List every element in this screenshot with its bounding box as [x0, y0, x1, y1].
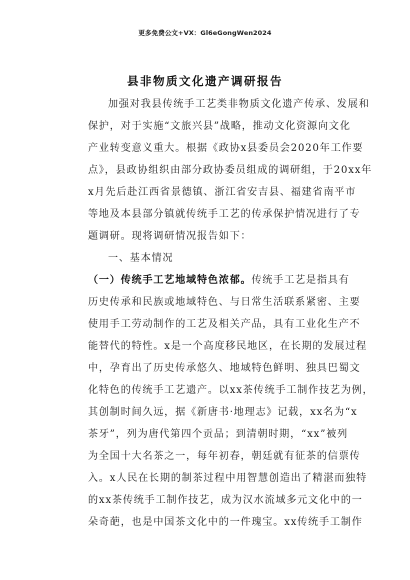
text-line	[88, 270, 350, 292]
text-span: 传统手工艺是指具有	[251, 275, 350, 286]
header-note: 更多免费公文+VX：Gl6eGongWen2024	[138, 29, 272, 37]
text-line: 入。x人民在长期的制茶过程中用智慧创造出了精湛而独特	[88, 473, 368, 484]
document-title: 县非物质文化遗产调研报告	[127, 74, 283, 88]
text-line: 朵奇葩，也是中国茶文化中的一件瑰宝。xx传统手工制作	[88, 517, 363, 528]
text-line: 的xx茶传统手工制作技艺，成为汉水流域多元文化中的一	[88, 495, 363, 506]
text-line: 等地及本县部分镇就传统手工艺的传承保护情况进行了专	[88, 209, 361, 220]
document-body	[88, 94, 374, 534]
text-line: 为全国十大名茶之一，每年初春，朝廷就有征茶的信票传	[88, 451, 361, 462]
subheading: （一）传统手工艺地域特色浓郁。	[88, 275, 252, 286]
text-line: 化特色的传统手工艺遗产。以xx茶传统手工制作技艺为例，	[88, 385, 374, 396]
text-line: x月先后赴江西省景德镇、浙江省安吉县、福建省南平市	[88, 187, 357, 198]
text-line: 加强对我县传统手工艺类非物质文化遗产传承、发展和	[108, 99, 370, 110]
text-line: 使用手工劳动制作的工艺及相关产品，具有工业化生产不	[88, 319, 361, 330]
text-line: 能替代的特性。x是一个高度移民地区，在长期的发展过程	[88, 341, 368, 352]
text-line: 保护，对于实施“文旅兴县”战略，推动文化资源向文化	[88, 121, 351, 132]
text-line: 中，孕育出了历史传承悠久、地域特色鲜明、独具巴蜀文	[88, 363, 361, 374]
text-line: 历史传承和民族或地域特色、与日常生活联系紧密、主要	[88, 297, 361, 308]
text-line: 产业转变意义重大。根据《政协x县委员会2020年工作要	[88, 143, 364, 154]
text-line: 茶牙”，列为唐代第四个贡品；到清朝时期，“xx”被列	[88, 429, 349, 440]
text-line: 题调研。现将调研情况报告如下：	[88, 231, 252, 242]
section-heading: 一、基本情况	[108, 253, 174, 264]
text-line: 其创制时间久远，据《新唐书·地理志》记载，xx名为“x	[88, 407, 358, 418]
text-line: 点》，县政协组织由部分政协委员组成的调研组，于20xx年	[88, 165, 373, 176]
